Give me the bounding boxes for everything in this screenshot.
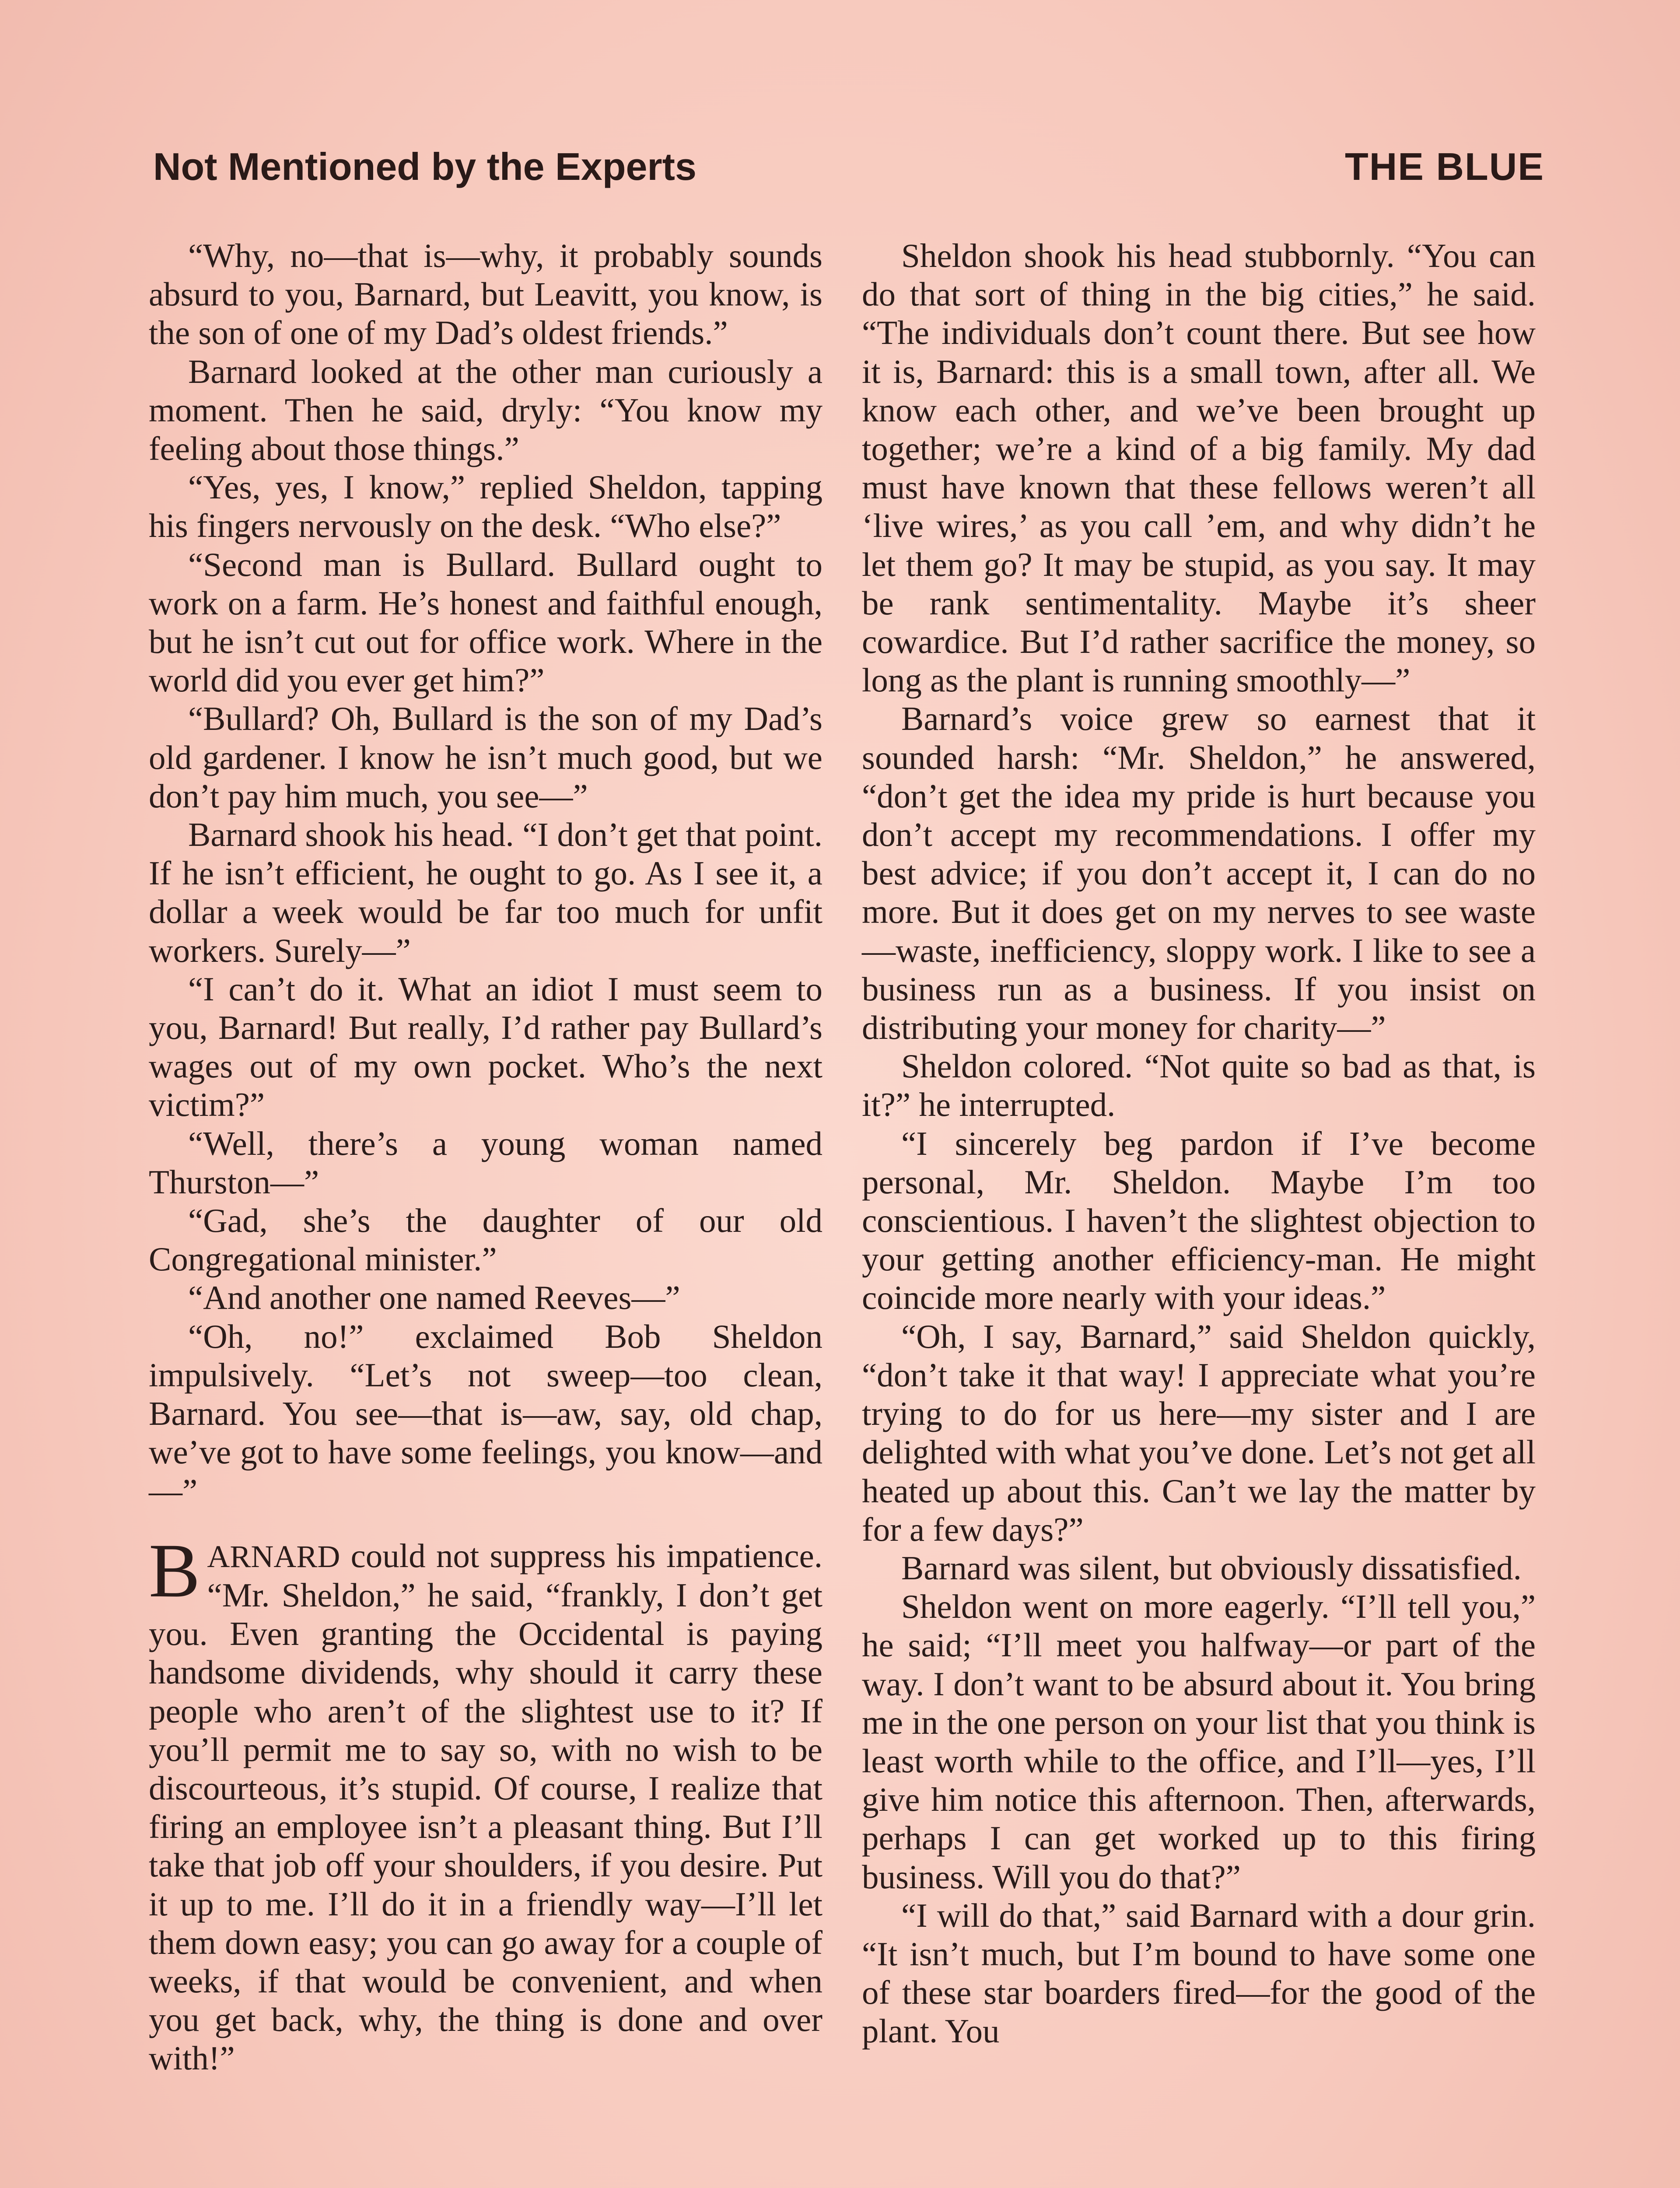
paragraph: “And another one named Reeves—” — [188, 1279, 680, 1317]
right-text-column — [862, 236, 1536, 2188]
paragraph: Barnard was silent, but obviously dissatisfied. — [901, 1549, 1522, 1587]
paragraph: “Yes, yes, I know,” replied Sheldon, tapping his fingers nervously on the desk. “Who else?” — [149, 468, 822, 545]
paragraph: “Oh, I say, Barnard,” said Sheldon quickly, “don’t take it that way! I appreciate what you’re trying to do for us here—my sister and I are delighted with what you’ve done. Let’s not get all heated up about this. Can’t we lay the matter by for a few days?” — [862, 1317, 1536, 1548]
paragraph: “Why, no—that is—why, it probably sounds absurd to you, Barnard, but Leavitt, you know, is the son of one of my Dad’s oldest friends.” — [149, 237, 822, 352]
paragraph: “I will do that,” said Barnard with a dour grin. “It isn’t much, but I’m bound to have some one of these star boarders fired—for the good of the plant. You — [862, 1896, 1536, 2050]
story-title: Not Mentioned by the Experts — [153, 145, 696, 188]
magazine-name: THE BLUE — [1345, 145, 1544, 188]
paragraph: Sheldon went on more eagerly. “I’ll tell you,” he said; “I’ll meet you halfway—or part of the way. I don’t want to be absurd about it. You bring me in the one person on your list that you think is least worth while to the office, and I’ll—yes, I’ll give him notice this afternoon. Then, afterwards, perhaps I can get worked up to this firing business. Will you do that?” — [862, 1588, 1536, 1896]
paragraph: “Second man is Bullard. Bullard ought to work on a farm. He’s honest and faithful enough, but he isn’t cut out for office work. Where in the world did you ever get him?” — [149, 545, 822, 699]
paragraph: “I can’t do it. What an idiot I must seem to you, Barnard! But really, I’d rather pay Bullard’s wages out of my own pocket. Who’s the next victim?” — [149, 970, 822, 1124]
paragraph: “Well, there’s a young woman named Thurston—” — [149, 1124, 822, 1201]
paragraph: “Oh, no!” exclaimed Bob Sheldon impulsively. “Let’s not sweep—too clean, Barnard. You see—that is—aw, say, old chap, we’ve got to have some feelings, you know—and—” — [149, 1317, 822, 1510]
paragraph: Barnard looked at the other man curiously a moment. Then he said, dryly: “You know my feeling about those things.” — [149, 352, 822, 468]
paragraph: Barnard shook his head. “I don’t get that point. If he isn’t efficient, he ought to go. As I see it, a dollar a week would be far too much for unfit workers. Surely—” — [149, 816, 822, 969]
drop-cap-initial: B — [149, 1528, 200, 1613]
small-caps-lead: ARNARD — [207, 1539, 340, 1574]
running-header — [153, 144, 1544, 206]
paragraph: “Gad, she’s the daughter of our old Congregational minister.” — [149, 1202, 822, 1278]
paragraph-text: could not suppress his impatience. “Mr. Sheldon,” he said, “frankly, I don’t get you. Even granting the Occidental is paying handsome dividends, why should it carry these people who aren’t of the slightest use to it? If you’ll permit me to say so, with no wish to be discourteous, it’s stupid. Of course, I realize that firing an employee isn’t a pleasant thing. But I’ll take that job off your shoulders, if you desire. Put it up to me. I’ll do it in a friendly way—I’ll let them down easy; you can go away for a couple of weeks, if that would be convenient, and when you get back, why, the thing is done and over with!” — [149, 1536, 822, 2077]
paragraph: Barnard’s voice grew so earnest that it sounded harsh: “Mr. Sheldon,” he answered, “don’t get the idea my pride is hurt because you don’t accept my recommendations. I offer my best advice; if you don’t accept it, I can do no more. But it does get on my nerves to see waste—waste, inefficiency, sloppy work. I like to see a business run as a business. If you insist on distributing your money for charity—” — [862, 700, 1536, 1047]
paragraph: Sheldon colored. “Not quite so bad as that, is it?” he interrupted. — [862, 1047, 1536, 1124]
drop-cap-paragraph — [149, 1528, 822, 2078]
left-text-column — [149, 236, 822, 2188]
paragraph: Sheldon shook his head stubbornly. “You can do that sort of thing in the big cities,” he said. “The individuals don’t count there. But see how it is, Barnard: this is a small town, after all. We know each other, and we’ve been brought up together; we’re a kind of a big family. My dad must have known that these fellows weren’t all ‘live wires,’ as you call ’em, and why didn’t he let them go? It may be stupid, as you say. It may be rank sentimentality. Maybe it’s sheer cowardice. But I’d rather sacrifice the money, so long as the plant is running smoothly—” — [862, 237, 1536, 699]
paragraph: “I sincerely beg pardon if I’ve become personal, Mr. Sheldon. Maybe I’m too conscientious. I haven’t the slightest objection to your getting another efficiency-man. He might coincide more nearly with your ideas.” — [862, 1124, 1536, 1317]
paragraph: “Bullard? Oh, Bullard is the son of my Dad’s old gardener. I know he isn’t much good, but we don’t pay him much, you see—” — [149, 700, 822, 815]
